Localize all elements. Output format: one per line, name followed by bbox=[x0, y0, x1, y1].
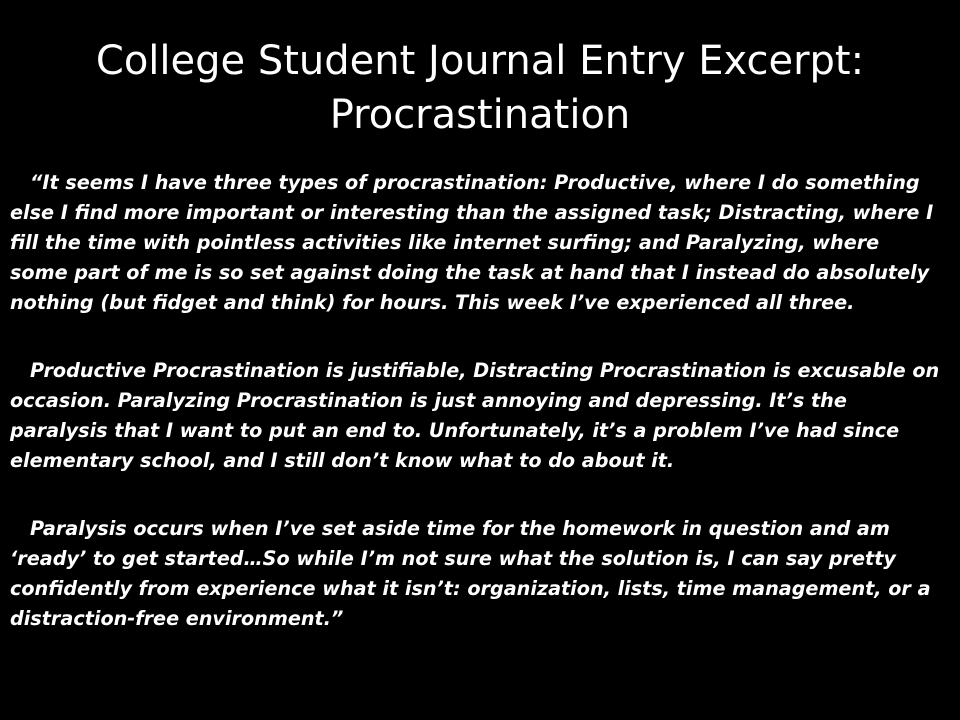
journal-excerpt bbox=[10, 168, 940, 672]
excerpt-paragraph-3: Paralysis occurs when I’ve set aside time for the homework in question and am ‘ready’ to get started…So while I’m not sure what the solution is, I can say pretty confidently from experience what it isn’t: organization, lists, time management, or a distraction-free environment.” bbox=[10, 517, 931, 630]
slide-title: College Student Journal Entry Excerpt: Procrastination bbox=[95, 38, 865, 138]
excerpt-paragraph-1: “It seems I have three types of procrastination: Productive, where I do something else I find more important or interesting than the assigned task; Distracting, where I fill the time with pointless activities like internet surfing; and Paralyzing, where some part of me is so set against doing the task at hand that I instead do absolutely nothing (but fidget and think) for hours. This week I’ve experienced all three. bbox=[10, 171, 934, 314]
excerpt-paragraph-2: Productive Procrastination is justifiable, Distracting Procrastination is excusable on occasion. Paralyzing Procrastination is just annoying and depressing. It’s the paralysis that I want to put an end to. Unfortunately, it’s a problem I’ve had since elementary school, and I still don’t know what to do about it. bbox=[10, 359, 940, 472]
